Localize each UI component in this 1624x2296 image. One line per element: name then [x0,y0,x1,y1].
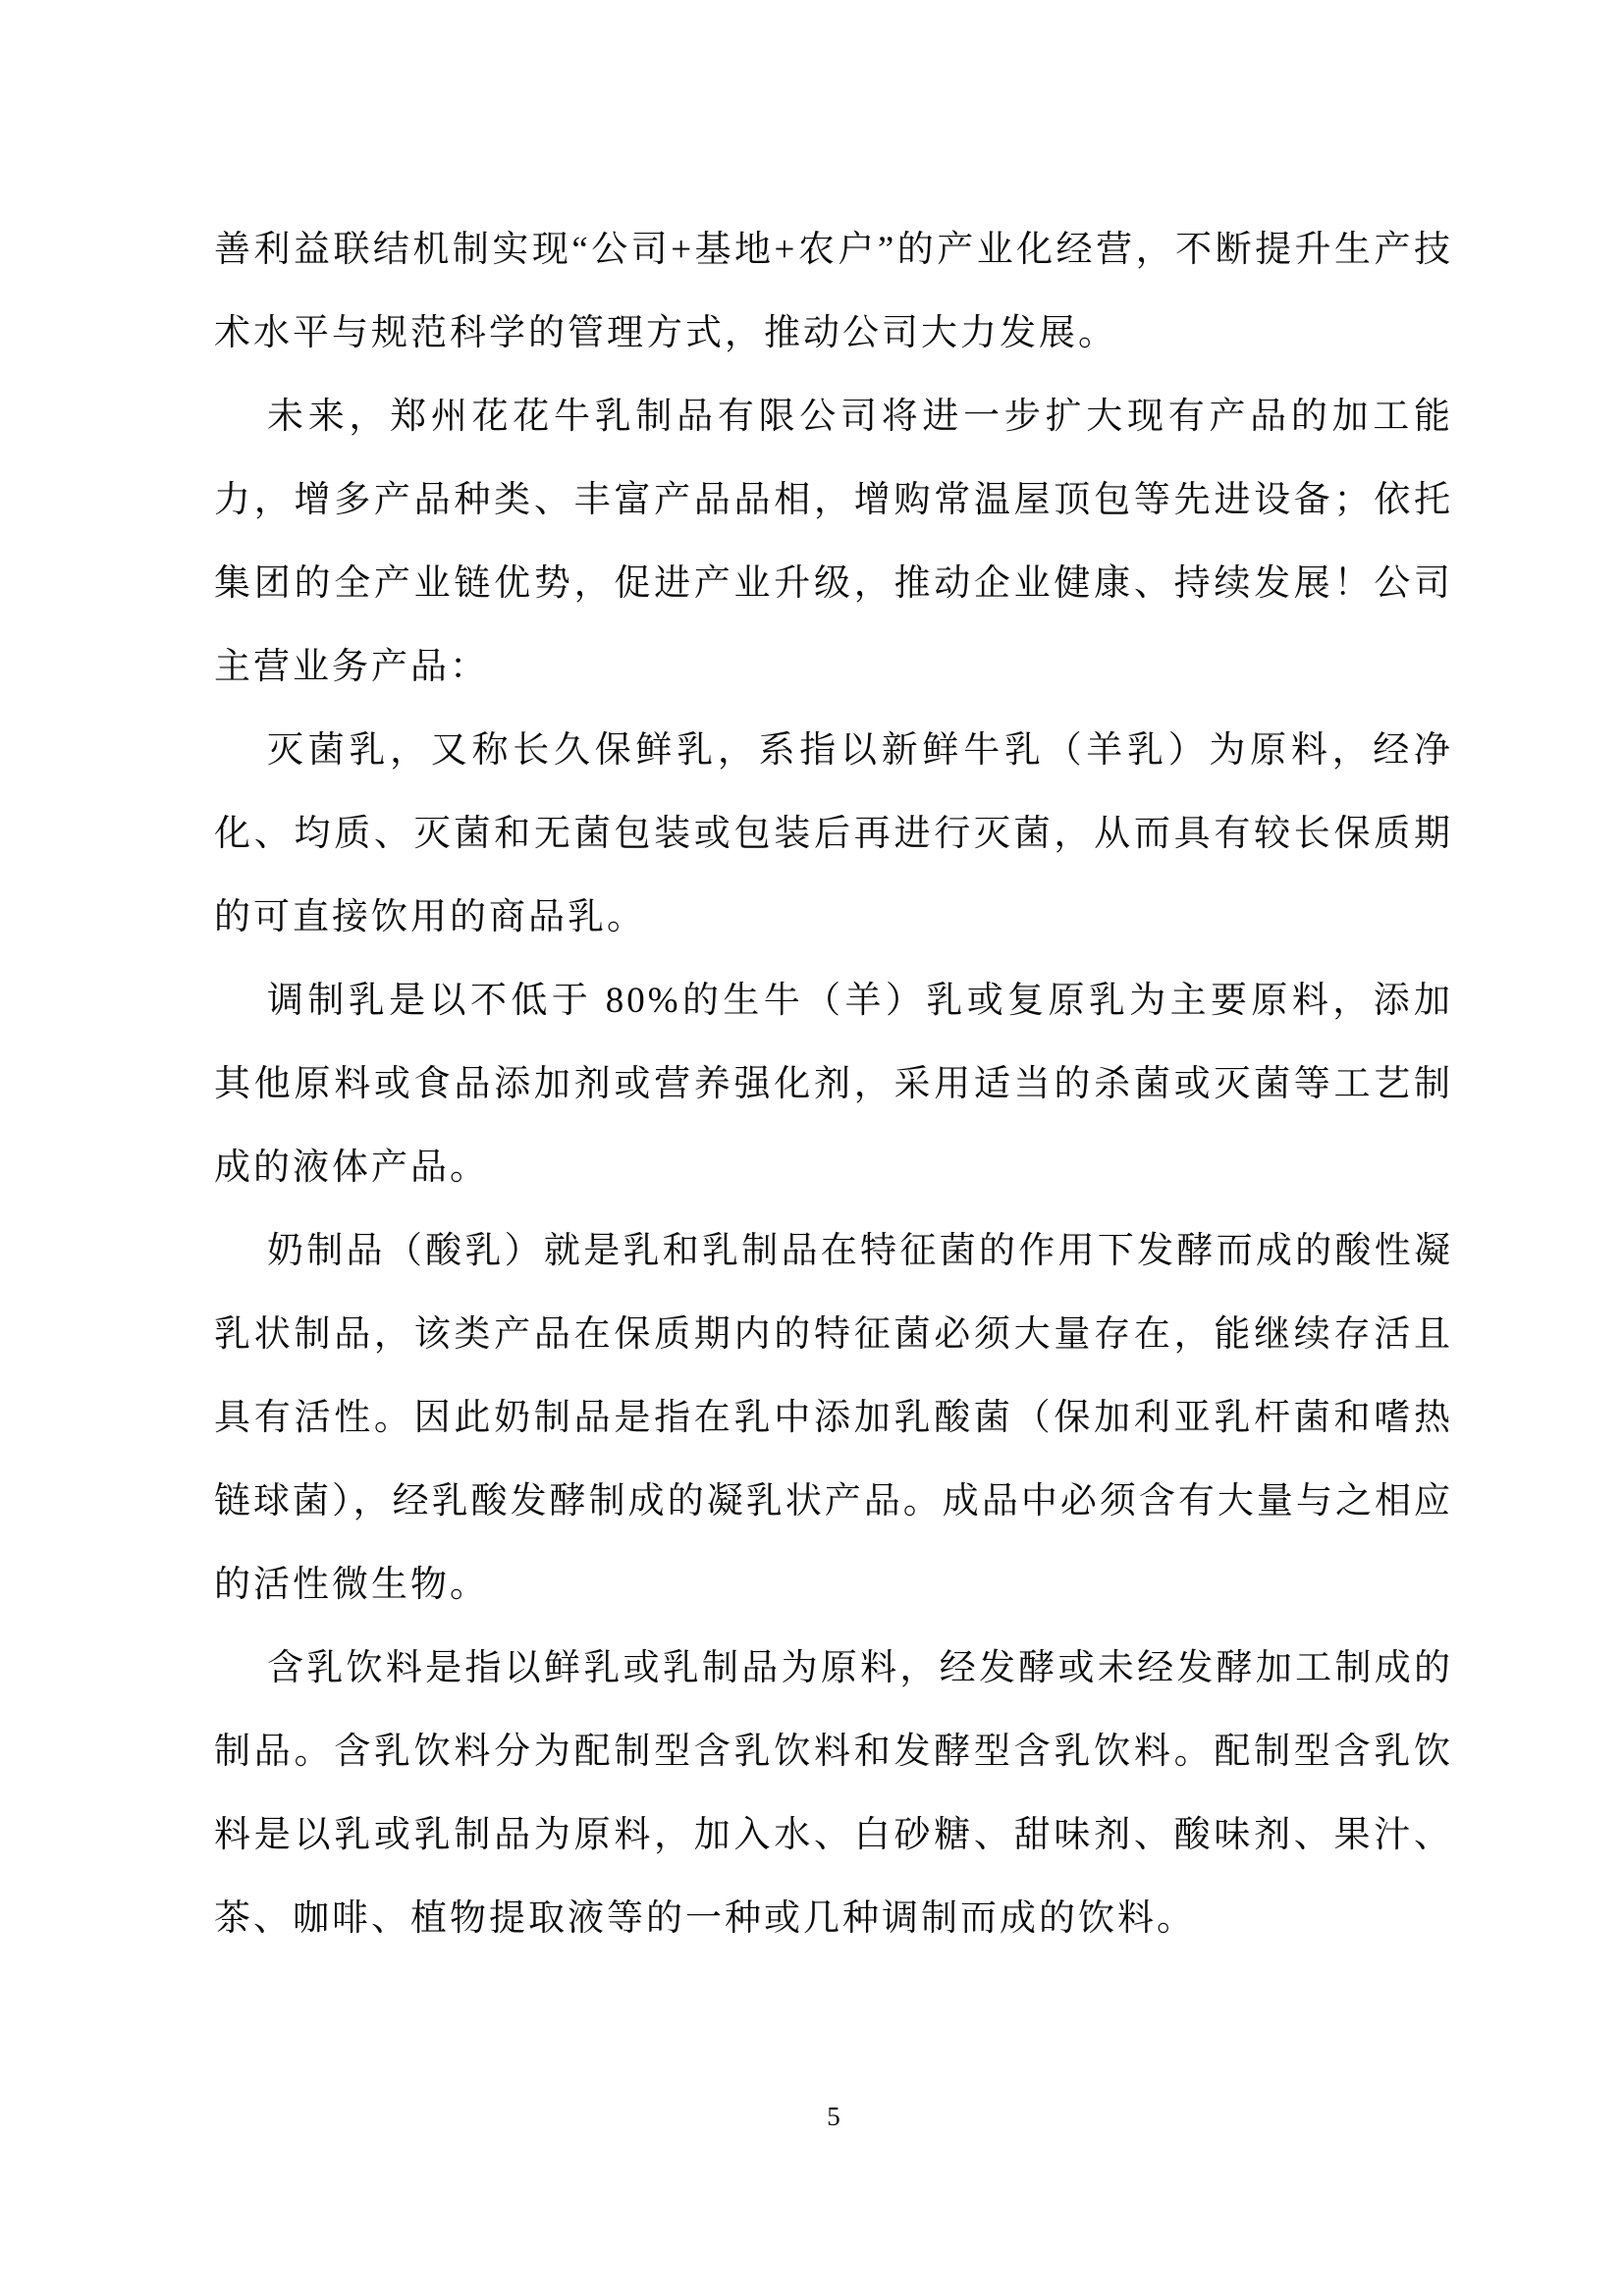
paragraph: 奶制品（酸乳）就是乳和乳制品在特征菌的作用下发酵而成的酸性凝乳状制品，该类产品在保质期内的特征菌必须大量存在，能继续存活且具有活性。因此奶制品是指在乳中添加乳酸菌（保加利亚乳杆菌和嗜热链球菌），经乳酸发酵制成的凝乳状产品。成品中必须含有大量与之相应的活性微生物。 [214,1231,1453,1605]
paragraph: 调制乳是以不低于 80%的生牛（羊）乳或复原乳为主要原料，添加其他原料或食品添加剂或营养强化剂，采用适当的杀菌或灭菌等工艺制成的液体产品。 [214,981,1453,1188]
paragraph: 灭菌乳，又称长久保鲜乳，系指以新鲜牛乳（羊乳）为原料，经净化、均质、灭菌和无菌包装或包装后再进行灭菌，从而具有较长保质期的可直接饮用的商品乳。 [214,730,1453,937]
paragraph: 善利益联结机制实现“公司+基地+农户”的产业化经营，不断提升生产技术水平与规范科学的管理方式，推动公司大力发展。 [214,230,1453,353]
paragraph: 未来，郑州花花牛乳制品有限公司将进一步扩大现有产品的加工能力，增多产品种类、丰富产品品相，增购常温屋顶包等先进设备；依托集团的全产业链优势，促进产业升级，推动企业健康、持续发展！公司主营业务产品： [214,397,1453,687]
page-body-text [214,208,1453,1960]
page-number: 5 [827,2102,840,2131]
paragraph: 含乳饮料是指以鲜乳或乳制品为原料，经发酵或未经发酵加工制成的制品。含乳饮料分为配制型含乳饮料和发酵型含乳饮料。配制型含乳饮料是以乳或乳制品为原料，加入水、白砂糖、甜味剂、酸味剂、果汁、茶、咖啡、植物提取液等的一种或几种调制而成的饮料。 [214,1648,1453,1939]
page-footer [214,2099,1453,2134]
